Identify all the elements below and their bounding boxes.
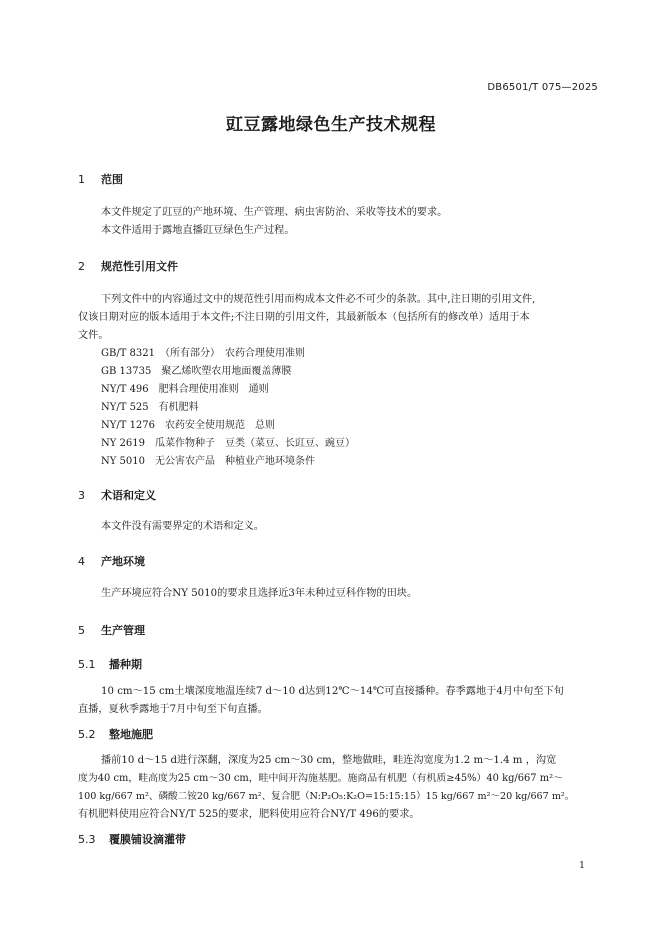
paragraph-line: 仅该日期对应的版本适用于本文件;不注日期的引用文件，其最新版本（包括所有的修改单）适用于本 [78, 312, 530, 323]
subsection-5-2-heading [78, 726, 153, 742]
paragraph-line: 100 kg/667 m²、磷酸二铵20 kg/667 m²、复合肥（N:P₂O₅:K₂O=15:15:15）15 kg/667 m²～20 kg/667 m²。 [78, 791, 575, 802]
standard-number: DB6501/T 075—2025 [487, 82, 598, 93]
section-title: 规范性引用文件 [101, 260, 178, 273]
paragraph-line: 下列文件中的内容通过文中的规范性引用而构成本文件必不可少的条款。其中,注日期的引用文件, [101, 294, 536, 305]
section-5-heading [78, 622, 145, 638]
subsection-title: 播种期 [109, 658, 142, 671]
section-number: 1 [78, 173, 85, 186]
reference-item: NY 2619 瓜菜作物种子 豆类（菜豆、长豇豆、豌豆） [101, 438, 355, 449]
paragraph: 本文件适用于露地直播豇豆绿色生产过程。 [101, 225, 295, 236]
subsection-number: 5.1 [78, 658, 96, 671]
section-number: 4 [78, 555, 85, 568]
subsection-title: 覆膜铺设滴灌带 [109, 833, 186, 846]
paragraph-line: 度为40 cm，畦高度为25 cm～30 cm，畦中间开沟施基肥。施商品有机肥（有机质≥45%）40 kg/667 m²～ [78, 773, 563, 784]
section-2-heading [78, 258, 178, 274]
section-number: 5 [78, 624, 85, 637]
reference-item: NY/T 496 肥料合理使用准则 通则 [101, 384, 269, 395]
reference-item: NY/T 525 有机肥料 [101, 402, 199, 413]
paragraph-line: 直播，夏秋季露地于7月中旬至下旬直播。 [78, 704, 268, 715]
subsection-number: 5.2 [78, 728, 96, 741]
reference-item: GB/T 8321 （所有部分） 农药合理使用准则 [101, 348, 306, 359]
reference-item: NY 5010 无公害农产品 种植业产地环境条件 [101, 456, 315, 467]
paragraph: 生产环境应符合NY 5010的要求且选择近3年未种过豆科作物的田块。 [101, 588, 418, 599]
section-3-heading [78, 487, 156, 503]
paragraph-line: 文件。 [78, 330, 109, 341]
paragraph-line: 播前10 d～15 d进行深翻，深度为25 cm～30 cm，整地做畦，畦连沟宽度为1.2 m～1.4 m ，沟宽 [101, 755, 557, 766]
paragraph-line: 10 cm～15 cm土壤深度地温连续7 d～10 d达到12℃～14℃可直接播种。春季露地于4月中旬至下旬 [101, 686, 564, 697]
reference-item: GB 13735 聚乙烯吹塑农用地面覆盖薄膜 [101, 366, 292, 377]
section-title: 术语和定义 [101, 489, 156, 502]
page-number: 1 [579, 860, 586, 871]
section-number: 2 [78, 260, 85, 273]
section-title: 产地环境 [101, 555, 145, 568]
subsection-title: 整地施肥 [109, 728, 153, 741]
subsection-5-1-heading [78, 656, 142, 672]
paragraph: 本文件规定了豇豆的产地环境、生产管理、病虫害防治、采收等技术的要求。 [101, 207, 448, 218]
section-1-heading [78, 171, 123, 187]
paragraph-line: 有机肥料使用应符合NY/T 525的要求，肥料使用应符合NY/T 496的要求。 [78, 809, 420, 820]
section-4-heading [78, 553, 145, 569]
subsection-number: 5.3 [78, 833, 96, 846]
section-title: 范围 [101, 173, 123, 186]
section-title: 生产管理 [101, 624, 145, 637]
subsection-5-3-heading [78, 831, 186, 847]
reference-item: NY/T 1276 农药安全使用规范 总则 [101, 420, 276, 431]
paragraph: 本文件没有需要界定的术语和定义。 [101, 521, 264, 532]
document-title: 豇豆露地绿色生产技术规程 [226, 115, 436, 135]
section-number: 3 [78, 489, 85, 502]
